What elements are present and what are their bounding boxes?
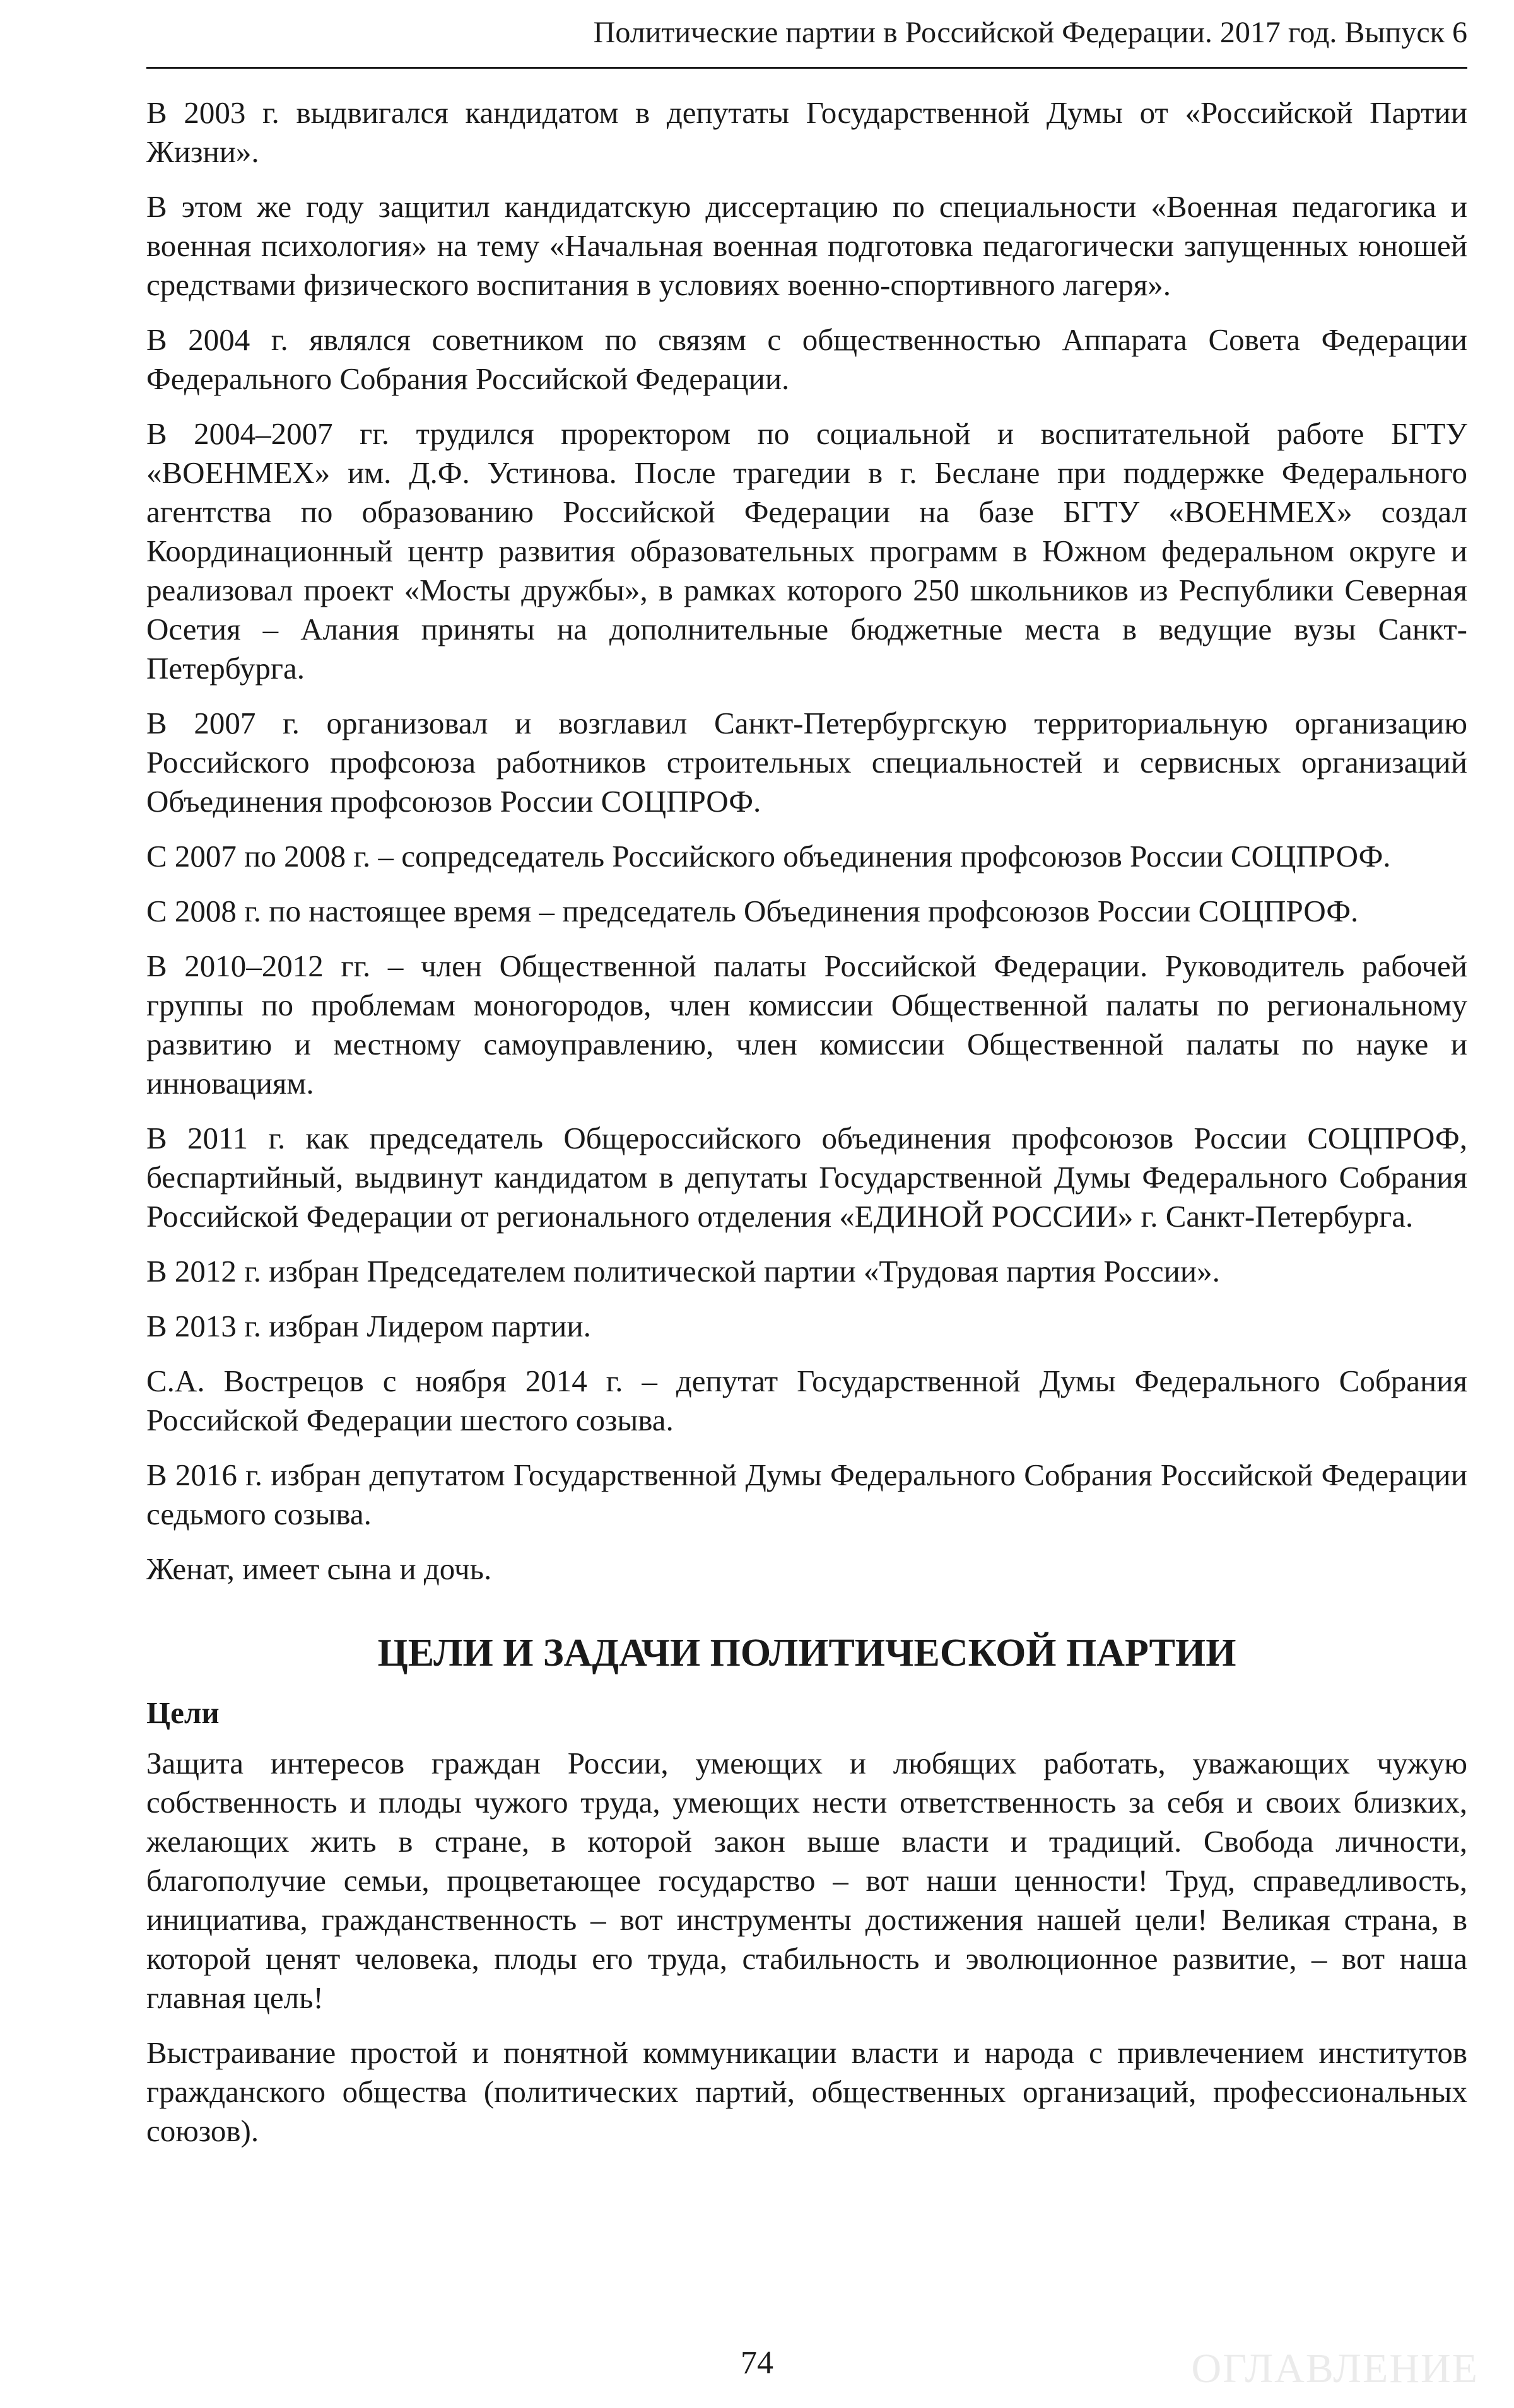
paragraph: В 2016 г. избран депутатом Государственной Думы Федерального Собрания Российской Федерации седьмого созыва.: [146, 1458, 1467, 1531]
paragraph: С 2008 г. по настоящее время – председатель Объединения профсоюзов России СОЦПРОФ.: [146, 894, 1359, 928]
paragraph: В 2010–2012 гг. – член Общественной палаты Российской Федерации. Руководитель рабочей группы по проблемам моногородов, член комиссии Общественной палаты по региональному развитию и местному самоуправлению, член комиссии Общественной палаты по науке и инновациям.: [146, 949, 1467, 1101]
paragraph: В 2007 г. организовал и возглавил Санкт-Петербургскую территориальную организацию Российского профсоюза работников строительных специальностей и сервисных организаций Объединения профсоюзов России СОЦПРОФ.: [146, 706, 1467, 819]
page-body: [146, 93, 1467, 2166]
section-title: ЦЕЛИ И ЗАДАЧИ ПОЛИТИЧЕСКОЙ ПАРТИИ: [377, 1632, 1236, 1674]
paragraph: В 2003 г. выдвигался кандидатом в депутаты Государственной Думы от «Российской Партии Жизни».: [146, 95, 1467, 169]
running-header: Политические партии в Российской Федерации. 2017 год. Выпуск 6: [593, 16, 1467, 49]
paragraph: В 2013 г. избран Лидером партии.: [146, 1309, 591, 1343]
section-subheading: Цели: [146, 1695, 220, 1730]
paragraph: В 2004–2007 гг. трудился проректором по социальной и воспитательной работе БГТУ «ВОЕНМЕХ» им. Д.Ф. Устинова. После трагедии в г. Беслане при поддержке Федерального агентства по образованию Российской Федерации на базе БГТУ «ВОЕНМЕХ» создал Координационный центр развития образовательных программ в Южном федеральном округе и реализовал проект «Мосты дружбы», в рамках которого 250 школьников из Республики Северная Осетия – Алания приняты на дополнительные бюджетные места в ведущие вузы Санкт-Петербурга.: [146, 416, 1467, 686]
paragraph: С 2007 по 2008 г. – сопредседатель Российского объединения профсоюзов России СОЦПРОФ.: [146, 839, 1391, 874]
paragraph: С.А. Вострецов с ноября 2014 г. – депутат Государственной Думы Федерального Собрания Российской Федерации шестого созыва.: [146, 1364, 1467, 1437]
section-paragraph: Защита интересов граждан России, умеющих и любящих работать, уважающих чужую собственность и плоды чужого труда, умеющих нести ответственность за себя и своих близких, желающих жить в стране, в которой закон выше власти и традиций. Свобода личности, благополучие семьи, процветающее государство – вот наши ценности! Труд, справедливость, инициатива, гражданственность – вот инструменты достижения нашей цели! Великая страна, в которой ценят человека, плоды его труда, стабильность и эволюционное развитие, – вот наша главная цель!: [146, 1746, 1467, 2015]
contents-link-watermark[interactable]: ОГЛАВЛЕНИЕ: [1191, 2346, 1479, 2392]
paragraph: В 2012 г. избран Председателем политической партии «Трудовая партия России».: [146, 1254, 1220, 1289]
paragraph: В 2011 г. как председатель Общероссийского объединения профсоюзов России СОЦПРОФ, беспартийный, выдвинут кандидатом в депутаты Государственной Думы Федерального Собрания Российской Федерации от регионального отделения «ЕДИНОЙ РОССИИ» г. Санкт-Петербурга.: [146, 1121, 1467, 1234]
paragraph: В 2004 г. являлся советником по связям с общественностью Аппарата Совета Федерации Федерального Собрания Российской Федерации.: [146, 322, 1467, 396]
paragraph: В этом же году защитил кандидатскую диссертацию по специальности «Военная педагогика и военная психология» на тему «Начальная военная подготовка педагогически запущенных юношей средствами физического воспитания в условиях военно-спортивного лагеря».: [146, 189, 1467, 302]
page-number: 74: [741, 2345, 773, 2381]
section-paragraph: Выстраивание простой и понятной коммуникации власти и народа с привлечением институтов гражданского общества (политических партий, общественных организаций, профессиональных союзов).: [146, 2035, 1467, 2148]
paragraph: Женат, имеет сына и дочь.: [146, 1552, 492, 1586]
header-rule: [146, 67, 1467, 69]
